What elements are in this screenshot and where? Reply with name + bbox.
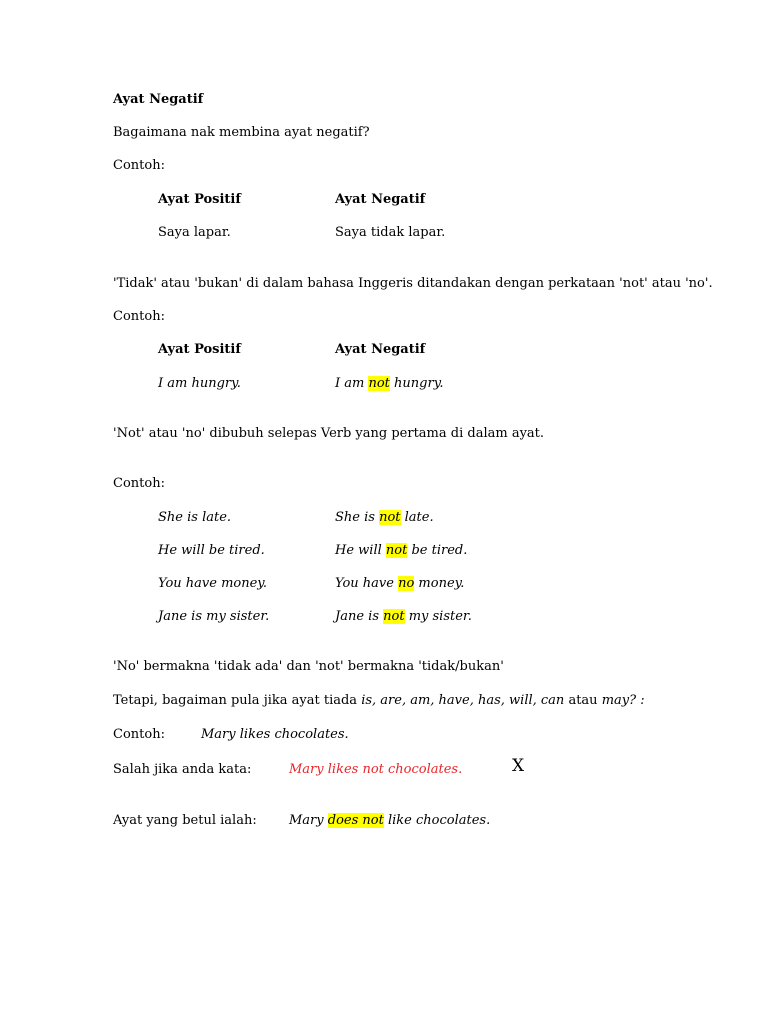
question-text: Tetapi, bagaiman pula jika ayat tiada is, are, am, have, has, will, can atau may? :: [113, 693, 645, 708]
example-positive: Jane is my sister.: [158, 609, 270, 624]
wrong-mark: X: [512, 756, 525, 776]
example-negative: He will not be tired.: [335, 543, 468, 558]
correct-sentence: Mary does not like chocolates.: [289, 813, 491, 828]
wrong-sentence: Mary likes not chocolates.: [289, 762, 463, 777]
example-negative: You have no money.: [335, 576, 465, 591]
example-positive: You have money.: [158, 576, 268, 591]
example-positive: He will be tired.: [158, 543, 265, 558]
example-label: Contoh:: [113, 309, 165, 324]
highlighted-word: not: [385, 543, 408, 558]
example-negative: Jane is not my sister.: [335, 609, 472, 624]
negative-header: Ayat Negatif: [335, 342, 426, 357]
example-label: Contoh:: [113, 158, 165, 173]
meaning-text: 'No' bermakna 'tidak ada' dan 'not' bermakna 'tidak/bukan': [113, 659, 504, 674]
example-negative: She is not late.: [335, 510, 434, 525]
highlighted-word: no: [398, 576, 415, 591]
correct-label: Ayat yang betul ialah:: [113, 813, 257, 828]
question-text: Bagaimana nak membina ayat negatif?: [113, 125, 370, 140]
negative-sentence: Saya tidak lapar.: [335, 225, 446, 240]
example-label: Contoh:: [113, 727, 165, 742]
highlighted-word: does not: [327, 813, 384, 828]
positive-header: Ayat Positif: [158, 192, 241, 207]
example-positive: She is late.: [158, 510, 232, 525]
highlighted-word: not: [383, 609, 405, 624]
positive-sentence: Saya lapar.: [158, 225, 231, 240]
rule-text: 'Not' atau 'no' dibubuh selepas Verb yang pertama di dalam ayat.: [113, 426, 545, 441]
example-sentence: Mary likes chocolates.: [201, 727, 349, 742]
wrong-label: Salah jika anda kata:: [113, 762, 252, 777]
highlighted-word: not: [379, 510, 401, 525]
page-title: Ayat Negatif: [113, 92, 204, 107]
example-label: Contoh:: [113, 476, 165, 491]
negative-header: Ayat Negatif: [335, 192, 426, 207]
negative-sentence: I am not hungry.: [335, 376, 444, 391]
explanation-text: 'Tidak' atau 'bukan' di dalam bahasa Inggeris ditandakan dengan perkataan 'not' atau 'no'.: [113, 276, 713, 291]
positive-sentence: I am hungry.: [158, 376, 241, 391]
positive-header: Ayat Positif: [158, 342, 241, 357]
highlighted-word: not: [368, 376, 390, 391]
